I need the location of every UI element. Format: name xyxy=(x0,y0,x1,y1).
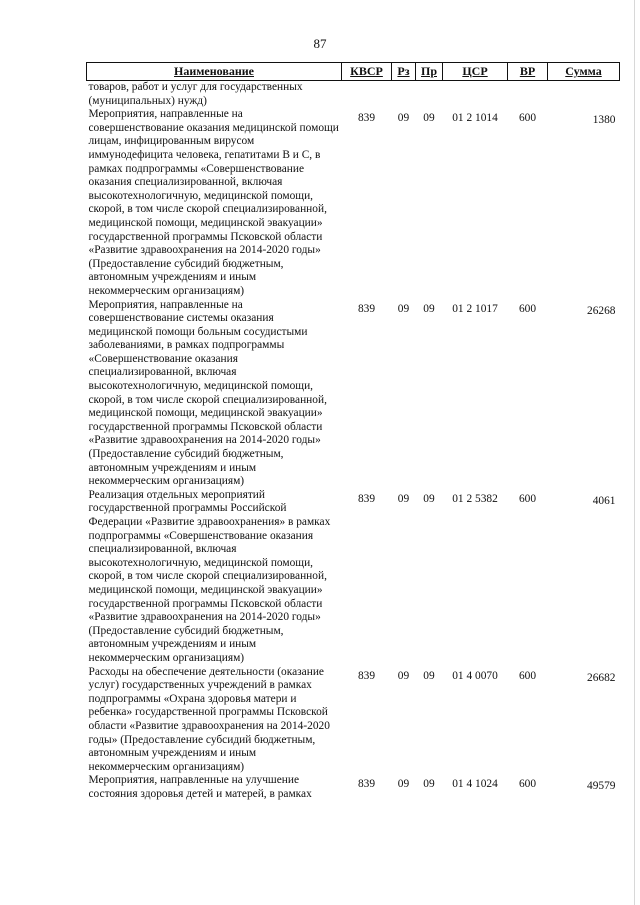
row-kvsr: 839 xyxy=(357,669,376,682)
row-rz: 09 xyxy=(397,669,410,682)
row-name: Мероприятия, направленные на улучшение состояния здоровья детей и матерей, в рамках xyxy=(88,774,312,800)
row-rz: 09 xyxy=(397,778,410,791)
row-csr: 01 4 0070 xyxy=(452,669,498,682)
row-kvsr: 839 xyxy=(357,778,376,791)
table-row xyxy=(87,666,620,775)
row-vr xyxy=(508,81,548,109)
row-vr: 600 xyxy=(518,778,537,791)
row-name: Мероприятия, направленные на совершенствование системы оказания медицинской помощи больным сосудистыми заболеваниями, в рамках подпрограммы «Совершенствование оказания специализированной, включая высокотехнологичную, медицинской помощи, скорой, в том числе скорой специализированной, медицинской помощи, медицинской эвакуации» государственной программы Псковской области «Развитие здравоохранения на 2014-2020 годы» (Предоставление субсидий бюджетным, автономным учреждениям и иным некоммерческим организациям) xyxy=(88,298,327,488)
table-header-row xyxy=(87,63,620,81)
header-sum: Сумма xyxy=(548,63,620,81)
header-rz: Рз xyxy=(392,63,416,81)
row-kvsr: 839 xyxy=(357,492,376,505)
row-sum: 49579 xyxy=(587,780,616,793)
row-pr xyxy=(416,81,443,109)
row-rz: 09 xyxy=(397,112,410,125)
row-kvsr: 839 xyxy=(357,302,376,315)
row-vr: 600 xyxy=(518,492,537,505)
row-pr: 09 xyxy=(423,778,435,791)
row-sum: 1380 xyxy=(592,114,616,127)
page-number: 87 xyxy=(313,36,327,51)
row-sum: 4061 xyxy=(592,494,616,507)
header-name: Наименование xyxy=(87,63,342,81)
row-csr: 01 2 1017 xyxy=(452,302,498,315)
table-row xyxy=(87,299,620,489)
header-pr: Пр xyxy=(416,63,443,81)
row-sum: 26268 xyxy=(587,304,616,317)
row-csr: 01 2 5382 xyxy=(452,492,498,505)
row-rz xyxy=(392,81,416,109)
budget-table xyxy=(86,62,620,801)
row-rz: 09 xyxy=(397,492,410,505)
row-sum xyxy=(548,81,620,109)
row-name: Расходы на обеспечение деятельности (оказание услуг) государственных учреждений в рамках подпрограммы «Охрана здоровья матери и ребенка» государственной программы Псковской области «Развитие здравоохранения на 2014-2020 годы» (Предоставление субсидий бюджетным, автономным учреждениям и иным некоммерческим организациям) xyxy=(88,665,330,773)
row-csr xyxy=(443,81,508,109)
header-vr: ВР xyxy=(508,63,548,81)
table-row xyxy=(87,81,620,109)
table-row xyxy=(87,774,620,801)
row-pr: 09 xyxy=(423,669,435,682)
row-pr: 09 xyxy=(423,492,435,505)
table-row xyxy=(87,489,620,666)
row-name: Мероприятия, направленные на совершенствование оказания медицинской помощи лицам, инфицированным вирусом иммунодефицита человека, гепатитами В и С, в рамках подпрограммы «Совершенствование оказания специализированной, включая высокотехнологичную, медицинской помощи, скорой, в том числе скорой специализированной, медицинской помощи, медицинской эвакуации» государственной программы Псковской области «Развитие здравоохранения на 2014-2020 годы» (Предоставление субсидий бюджетным, автономным учреждениям и иным некоммерческим организациям) xyxy=(88,108,339,297)
table-row xyxy=(87,108,620,298)
row-csr: 01 2 1014 xyxy=(452,112,498,125)
row-pr: 09 xyxy=(423,302,435,315)
row-name: товаров, работ и услуг для государственных (муниципальных) нужд) xyxy=(88,81,303,107)
scan-edge-right xyxy=(634,0,635,905)
header-csr: ЦСР xyxy=(443,63,508,81)
row-sum: 26682 xyxy=(587,671,616,684)
row-rz: 09 xyxy=(397,302,410,315)
row-vr: 600 xyxy=(518,302,537,315)
row-name: Реализация отдельных мероприятий государственной программы Российской Федерации «Развитие здравоохранения» в рамках подпрограммы «Совершенствование оказания специализированной, включая высокотехнологичную, медицинской помощи, скорой, в том числе скорой специализированной, медицинской помощи, медицинской эвакуации» государственной программы Псковской области «Развитие здравоохранения на 2014-2020 годы» (Предоставление субсидий бюджетным, автономным учреждениям и иным некоммерческим организациям) xyxy=(88,488,331,664)
row-kvsr xyxy=(342,81,392,109)
row-pr: 09 xyxy=(423,112,435,125)
row-vr: 600 xyxy=(518,112,537,125)
header-kvsr: КВСР xyxy=(342,63,392,81)
row-vr: 600 xyxy=(518,669,537,682)
row-csr: 01 4 1024 xyxy=(452,778,498,791)
row-kvsr: 839 xyxy=(357,112,376,125)
